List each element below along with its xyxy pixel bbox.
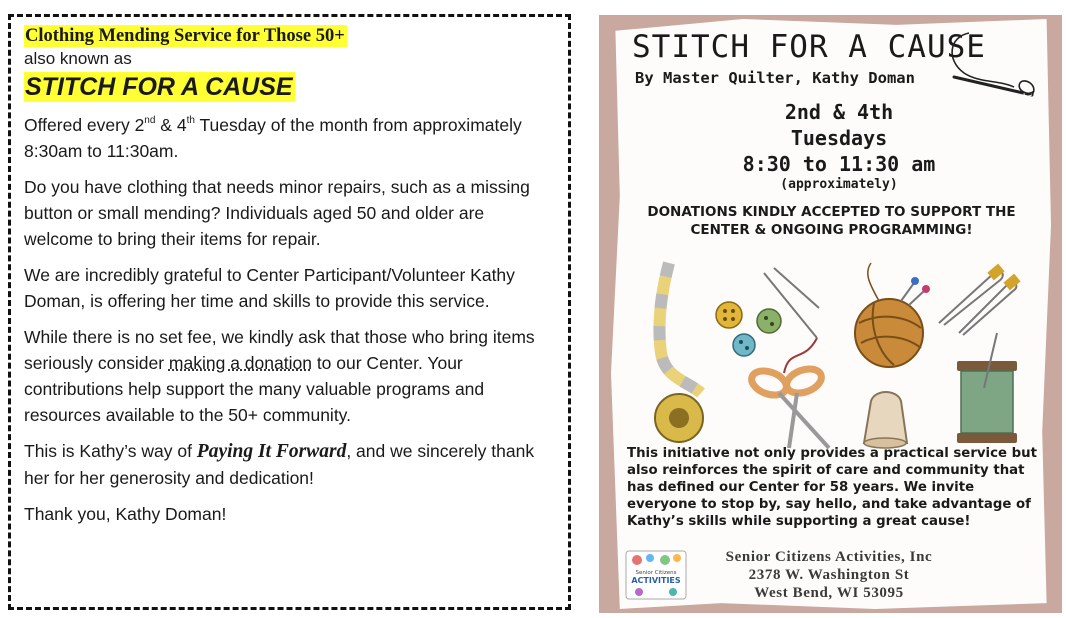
safety-pins-icon [939,264,1021,335]
thimble-icon [864,392,907,448]
svg-text:ACTIVITIES: ACTIVITIES [631,576,681,585]
schedule-paragraph: Offered every 2nd & 4th Tuesday of the month from approximately 8:30am to 11:30am. [24,115,522,161]
city-state-zip: West Bend, WI 53095 [754,585,904,601]
spool-icon [957,333,1017,443]
donation-paragraph: While there is no set fee, we kindly ask that those who bring items seriously consider making a donation to our Center. Your contributions help support the many valuable programs and resources available to the 50+ community. [24,327,535,425]
pay-it-forward-paragraph: This is Kathy’s way of Paying It Forward, and we sincerely thank her for her generosity and dedication! [24,441,535,488]
service-heading: Clothing Mending Service for Those 50+ [25,26,345,46]
donation-link[interactable]: making a donation [168,353,312,373]
repairs-paragraph: Do you have clothing that needs minor repairs, such as a missing button or small mending? Individuals aged 50 and older are welcome to bring their items for repair. [24,177,530,249]
sewing-notions-illustration [639,253,1039,453]
scissors-icon [748,365,829,448]
mending-info-panel [8,14,571,610]
org-name: Senior Citizens Activities, Inc [725,549,933,565]
aka-label: also known as [24,49,132,68]
senior-activities-logo [625,550,687,600]
initiative-text: This initiative not only provides a practical service but also reinforces the spirit of care and community that has defined our Center for 58 years. We invite everyone to stop by, say hello, and take advantage of Kathy’s skills while supporting a great cause! [627,446,1037,529]
poster-title: STITCH FOR A CAUSE [632,29,986,65]
donations-notice: DONATIONS KINDLY ACCEPTED TO SUPPORT THE CENTER & ONGOING PROGRAMMING! [647,204,1016,238]
thank-you-line: Thank you, Kathy Doman! [24,504,227,524]
tape-measure-icon [655,263,703,442]
poster-schedule: 2nd & 4th Tuesdays 8:30 to 11:30 am (approximately) [742,100,936,192]
yarn-ball-icon [855,263,930,367]
service-title: STITCH FOR A CAUSE [25,73,293,101]
volunteer-paragraph: We are incredibly grateful to Center Participant/Volunteer Kathy Doman, is offering her time and skills to provide this service. [24,265,515,311]
event-poster [599,15,1062,613]
poster-byline: By Master Quilter, Kathy Doman [635,69,915,87]
address-block [695,548,963,602]
needle-thread-icon [944,25,1039,105]
buttons-icon [716,302,781,356]
svg-text:Senior Citizens: Senior Citizens [635,570,677,576]
street-address: 2378 W. Washington St [748,567,910,583]
